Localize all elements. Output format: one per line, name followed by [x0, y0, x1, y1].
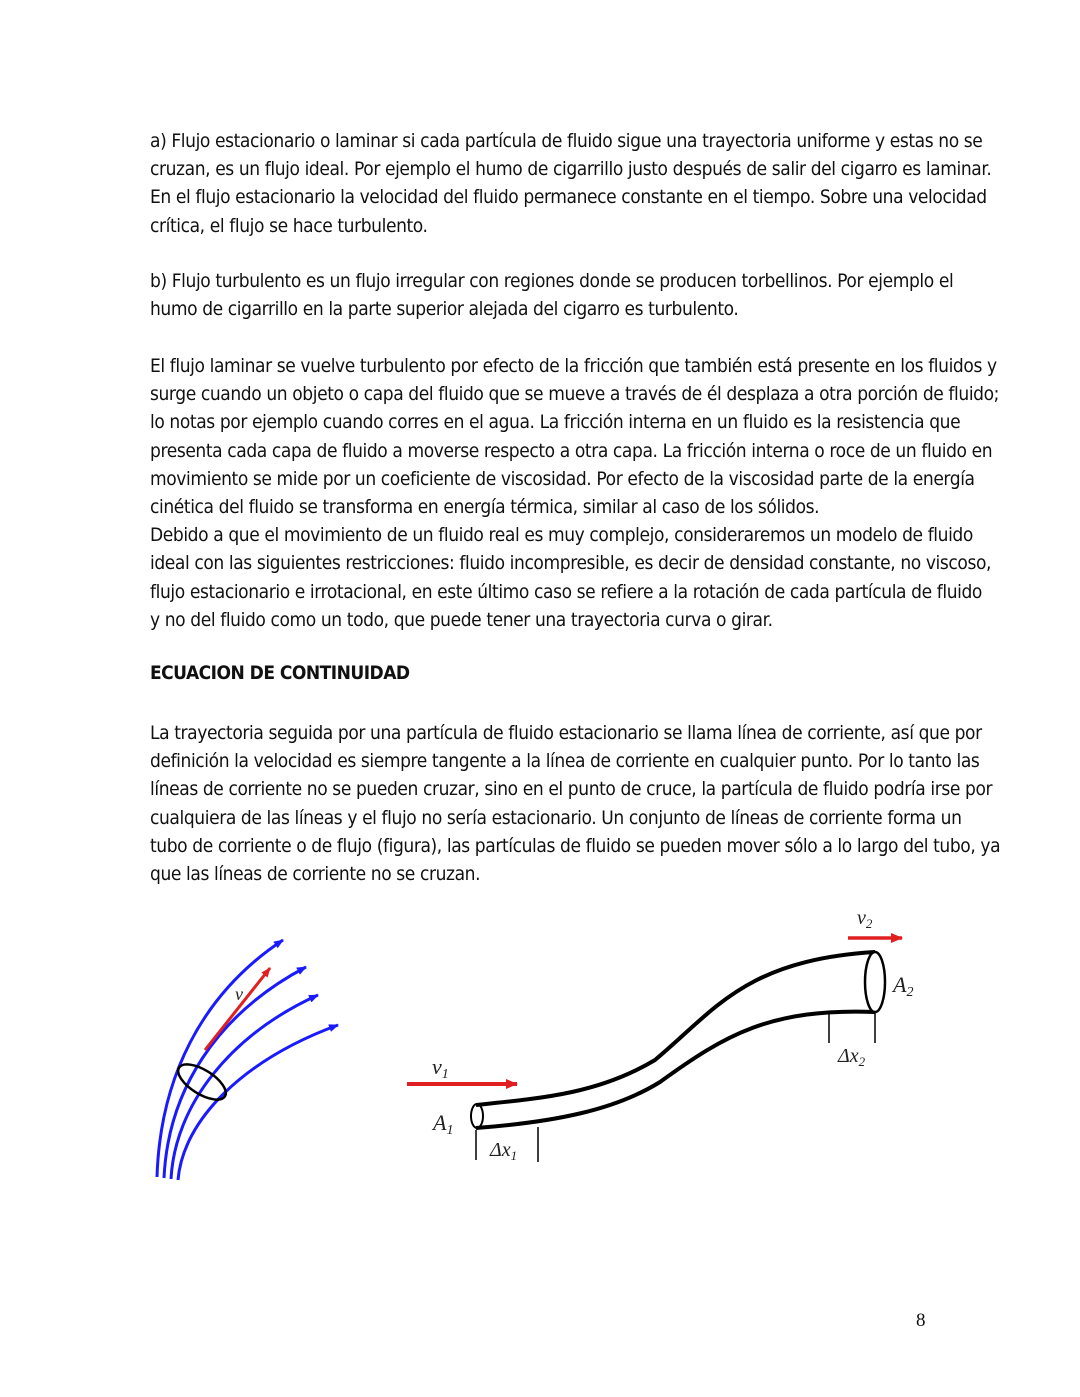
text-line: crítica, el flujo se hace turbulento. — [150, 214, 428, 237]
section-heading: ECUACION DE CONTINUIDAD — [150, 662, 410, 684]
text-line: definición la velocidad es siempre tangente a la línea de corriente en cualquier punto. Por lo tanto las — [150, 750, 980, 773]
a2-label: A2 — [893, 972, 914, 1000]
text-line: tubo de corriente o de flujo (figura), las partículas de fluido se pueden mover sólo a lo largo del tubo, ya — [150, 834, 1001, 857]
opening-a2 — [865, 952, 885, 1012]
text-line: líneas de corriente no se pueden cruzar, sino en el punto de cruce, la partícula de fluido podría irse por — [150, 778, 993, 801]
flow-tube-figure — [400, 905, 930, 1170]
text-line: b) Flujo turbulento es un flujo irregular con regiones donde se producen torbellinos. Por ejemplo el — [150, 270, 954, 292]
a1-label: A1 — [433, 1110, 454, 1138]
paragraph-continuity — [150, 719, 1001, 888]
velocity-label: v — [235, 984, 243, 1004]
text-line: a) Flujo estacionario o laminar si cada partícula de fluido sigue una trayectoria uniforme y estas no se — [150, 130, 983, 152]
text-line: surge cuando un objeto o capa del fluido que se mueve a través de él desplaza a otra porción de fluido; — [150, 383, 1000, 406]
paragraph-laminar-flow — [150, 127, 992, 240]
text-line: flujo estacionario e irrotacional, en este último caso se refiere a la rotación de cada partícula de fluido — [150, 580, 982, 603]
text-line: ideal con las siguientes restricciones: fluido incompresible, es decir de densidad constante, no viscoso, — [150, 552, 992, 575]
tube-lower-wall — [476, 1012, 875, 1128]
streamlines-figure — [140, 925, 340, 1190]
paragraph-turbulent-flow — [150, 267, 954, 323]
v2-label: $v_2$ — [857, 907, 873, 931]
text-line: y no del fluido como un todo, que puede tener una trayectoria curva o girar. — [150, 608, 773, 631]
text-line: que las líneas de corriente no se cruzan. — [150, 863, 481, 886]
page-number: 8 — [916, 1310, 926, 1331]
text-line: cruzan, es un flujo ideal. Por ejemplo el humo de cigarrillo justo después de salir del cigarro es laminar. — [150, 158, 992, 181]
opening-a1 — [471, 1104, 483, 1128]
tube-upper-wall — [476, 952, 875, 1105]
text-line: movimiento se mide por un coeficiente de viscosidad. Por efecto de la viscosidad parte de la energía — [150, 467, 975, 490]
paragraph-friction-viscosity — [150, 352, 1000, 634]
velocity-arrow — [205, 968, 270, 1050]
text-line: humo de cigarrillo en la parte superior alejada del cigarro es turbulento. — [150, 298, 739, 321]
text-line: La trayectoria seguida por una partícula de fluido estacionario se llama línea de corriente, así que por — [150, 722, 982, 744]
streamline — [178, 1025, 338, 1180]
text-line: Debido a que el movimiento de un fluido real es muy complejo, consideraremos un modelo de fluido — [150, 524, 973, 547]
v1-label: v1 — [432, 1054, 449, 1082]
dx2-label: $\Delta x_2$ — [838, 1045, 866, 1069]
text-line: presenta cada capa de fluido a moverse respecto a otra capa. La fricción interna o roce de un fluido en — [150, 439, 993, 462]
streamline — [171, 995, 318, 1179]
text-line: El flujo laminar se vuelve turbulento por efecto de la fricción que también está presente en los fluidos y — [150, 355, 997, 377]
dx1-label: $\Delta x_1$ — [490, 1139, 518, 1163]
text-line: En el flujo estacionario la velocidad del fluido permanece constante en el tiempo. Sobre una velocidad — [150, 186, 987, 209]
text-line: lo notas por ejemplo cuando corres en el agua. La fricción interna en un fluido es la resistencia que — [150, 411, 961, 434]
text-line: cinética del fluido se transforma en energía térmica, similar al caso de los sólidos. — [150, 496, 820, 519]
text-line: cualquiera de las líneas y el flujo no sería estacionario. Un conjunto de líneas de corriente forma un — [150, 806, 962, 829]
